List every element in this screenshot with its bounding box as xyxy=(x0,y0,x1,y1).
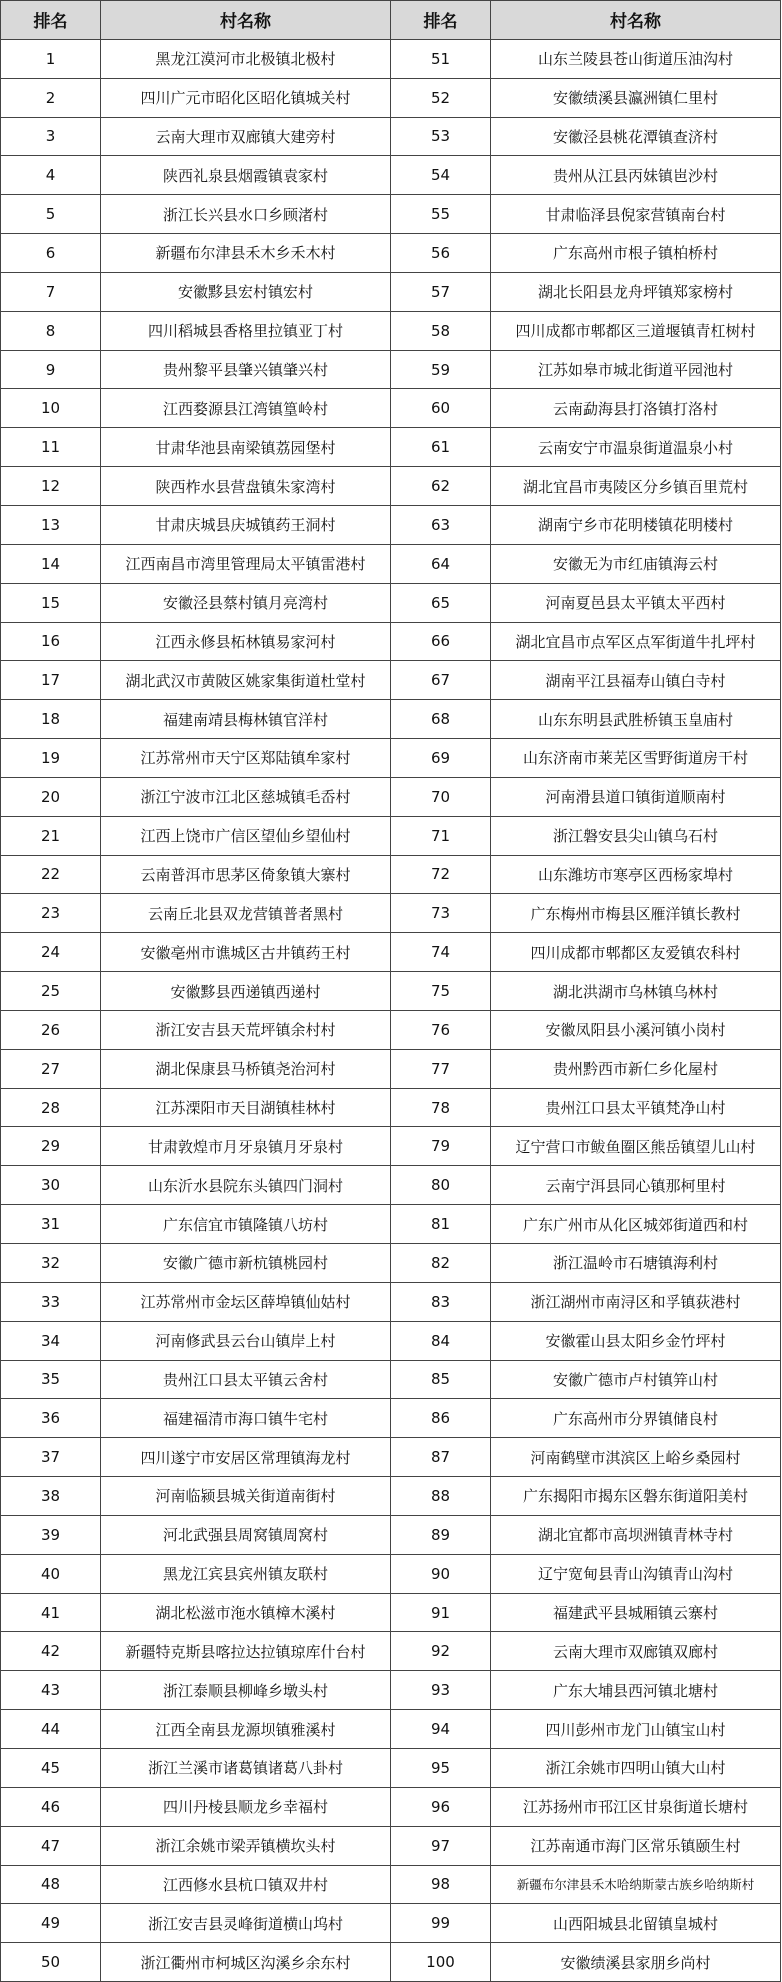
table-row xyxy=(1,1477,781,1516)
village-name-cell-left: 四川遂宁市安居区常理镇海龙村 xyxy=(101,1438,391,1477)
village-name-cell-left: 江苏常州市天宁区郑陆镇牟家村 xyxy=(101,739,391,778)
table-row xyxy=(1,1088,781,1127)
rank-cell-left: 7 xyxy=(1,272,101,311)
rank-cell-right: 61 xyxy=(391,428,491,467)
village-name-cell-left: 新疆布尔津县禾木乡禾木村 xyxy=(101,234,391,273)
village-name-cell-right: 广东广州市从化区城郊街道西和村 xyxy=(491,1205,781,1244)
village-name-cell-right: 云南安宁市温泉街道温泉小村 xyxy=(491,428,781,467)
name-header-left: 村名称 xyxy=(101,1,391,40)
village-name-cell-right: 湖北洪湖市乌林镇乌林村 xyxy=(491,972,781,1011)
rank-cell-right: 67 xyxy=(391,661,491,700)
table-row xyxy=(1,1360,781,1399)
village-name-cell-right: 安徽绩溪县瀛洲镇仁里村 xyxy=(491,78,781,117)
village-name-cell-right: 安徽霍山县太阳乡金竹坪村 xyxy=(491,1321,781,1360)
village-name-cell-left: 福建福清市海口镇牛宅村 xyxy=(101,1399,391,1438)
village-name-cell-left: 江苏溧阳市天目湖镇桂林村 xyxy=(101,1088,391,1127)
village-name-cell-right: 广东大埔县西河镇北塘村 xyxy=(491,1671,781,1710)
rank-cell-right: 94 xyxy=(391,1710,491,1749)
rank-cell-left: 1 xyxy=(1,39,101,78)
table-row xyxy=(1,1282,781,1321)
village-name-cell-left: 云南丘北县双龙营镇普者黑村 xyxy=(101,894,391,933)
village-name-cell-left: 浙江长兴县水口乡顾渚村 xyxy=(101,195,391,234)
village-name-cell-right: 福建武平县城厢镇云寨村 xyxy=(491,1593,781,1632)
rank-cell-left: 25 xyxy=(1,972,101,1011)
village-name-cell-left: 安徽黟县西递镇西递村 xyxy=(101,972,391,1011)
rank-cell-right: 90 xyxy=(391,1554,491,1593)
rank-cell-right: 88 xyxy=(391,1477,491,1516)
table-row xyxy=(1,1593,781,1632)
rank-cell-right: 81 xyxy=(391,1205,491,1244)
rank-cell-left: 8 xyxy=(1,311,101,350)
village-name-cell-left: 湖北保康县马桥镇尧治河村 xyxy=(101,1049,391,1088)
village-name-cell-right: 甘肃临泽县倪家营镇南台村 xyxy=(491,195,781,234)
village-name-cell-left: 浙江衢州市柯城区沟溪乡余东村 xyxy=(101,1943,391,1982)
village-name-cell-left: 江苏常州市金坛区薛埠镇仙姑村 xyxy=(101,1282,391,1321)
village-name-cell-left: 江西上饶市广信区望仙乡望仙村 xyxy=(101,816,391,855)
rank-cell-left: 32 xyxy=(1,1244,101,1283)
rank-cell-right: 66 xyxy=(391,622,491,661)
village-name-cell-right: 云南勐海县打洛镇打洛村 xyxy=(491,389,781,428)
village-name-cell-left: 甘肃敦煌市月牙泉镇月牙泉村 xyxy=(101,1127,391,1166)
rank-cell-right: 99 xyxy=(391,1904,491,1943)
rank-cell-right: 62 xyxy=(391,467,491,506)
table-row xyxy=(1,1244,781,1283)
rank-cell-left: 20 xyxy=(1,777,101,816)
village-name-cell-right: 河南鹤壁市淇滨区上峪乡桑园村 xyxy=(491,1438,781,1477)
rank-cell-right: 84 xyxy=(391,1321,491,1360)
village-name-cell-left: 浙江安吉县天荒坪镇余村村 xyxy=(101,1010,391,1049)
table-row xyxy=(1,661,781,700)
rank-cell-left: 4 xyxy=(1,156,101,195)
table-row xyxy=(1,972,781,1011)
village-name-cell-left: 陕西柞水县营盘镇朱家湾村 xyxy=(101,467,391,506)
village-name-cell-left: 安徽广德市新杭镇桃园村 xyxy=(101,1244,391,1283)
table-row xyxy=(1,195,781,234)
rank-cell-right: 73 xyxy=(391,894,491,933)
rank-cell-left: 17 xyxy=(1,661,101,700)
rank-cell-left: 14 xyxy=(1,544,101,583)
table-row xyxy=(1,156,781,195)
village-name-cell-right: 河南夏邑县太平镇太平西村 xyxy=(491,583,781,622)
village-name-cell-right: 四川彭州市龙门山镇宝山村 xyxy=(491,1710,781,1749)
village-name-cell-left: 四川广元市昭化区昭化镇城关村 xyxy=(101,78,391,117)
village-name-cell-left: 山东沂水县院东头镇四门洞村 xyxy=(101,1166,391,1205)
rank-cell-left: 49 xyxy=(1,1904,101,1943)
village-name-cell-left: 江西南昌市湾里管理局太平镇雷港村 xyxy=(101,544,391,583)
rank-cell-right: 77 xyxy=(391,1049,491,1088)
table-body xyxy=(1,39,781,1981)
rank-cell-right: 85 xyxy=(391,1360,491,1399)
village-name-cell-right: 湖北宜都市高坝洲镇青林寺村 xyxy=(491,1515,781,1554)
table-row xyxy=(1,1399,781,1438)
table-row xyxy=(1,1826,781,1865)
table-row xyxy=(1,544,781,583)
table-row xyxy=(1,428,781,467)
rank-cell-left: 43 xyxy=(1,1671,101,1710)
rank-cell-right: 56 xyxy=(391,234,491,273)
rank-cell-right: 78 xyxy=(391,1088,491,1127)
village-name-cell-left: 河北武强县周窝镇周窝村 xyxy=(101,1515,391,1554)
rank-cell-left: 44 xyxy=(1,1710,101,1749)
rank-cell-right: 100 xyxy=(391,1943,491,1982)
rank-cell-right: 76 xyxy=(391,1010,491,1049)
rank-cell-left: 16 xyxy=(1,622,101,661)
table-row xyxy=(1,39,781,78)
rank-cell-right: 98 xyxy=(391,1865,491,1904)
rank-cell-right: 70 xyxy=(391,777,491,816)
village-name-cell-left: 安徽黟县宏村镇宏村 xyxy=(101,272,391,311)
village-name-cell-right: 新疆布尔津县禾木哈纳斯蒙古族乡哈纳斯村 xyxy=(491,1865,781,1904)
village-name-cell-right: 安徽绩溪县家朋乡尚村 xyxy=(491,1943,781,1982)
table-row xyxy=(1,583,781,622)
rank-cell-left: 38 xyxy=(1,1477,101,1516)
rank-cell-right: 52 xyxy=(391,78,491,117)
village-name-cell-left: 江西全南县龙源坝镇雅溪村 xyxy=(101,1710,391,1749)
table-row xyxy=(1,467,781,506)
rank-cell-left: 29 xyxy=(1,1127,101,1166)
table-row xyxy=(1,1943,781,1982)
rank-cell-left: 27 xyxy=(1,1049,101,1088)
village-name-cell-right: 广东高州市分界镇储良村 xyxy=(491,1399,781,1438)
village-name-cell-right: 山东潍坊市寒亭区西杨家埠村 xyxy=(491,855,781,894)
table-row xyxy=(1,1904,781,1943)
village-name-cell-left: 河南临颍县城关街道南街村 xyxy=(101,1477,391,1516)
table-row xyxy=(1,933,781,972)
rank-cell-left: 24 xyxy=(1,933,101,972)
rank-cell-left: 6 xyxy=(1,234,101,273)
rank-cell-left: 13 xyxy=(1,505,101,544)
rank-cell-left: 22 xyxy=(1,855,101,894)
rank-cell-right: 60 xyxy=(391,389,491,428)
table-row xyxy=(1,1865,781,1904)
rank-cell-left: 33 xyxy=(1,1282,101,1321)
rank-cell-left: 46 xyxy=(1,1787,101,1826)
village-name-cell-right: 浙江温岭市石塘镇海利村 xyxy=(491,1244,781,1283)
village-name-cell-right: 广东梅州市梅县区雁洋镇长教村 xyxy=(491,894,781,933)
village-name-cell-right: 山东济南市莱芜区雪野街道房干村 xyxy=(491,739,781,778)
table-row xyxy=(1,1710,781,1749)
table-row xyxy=(1,700,781,739)
rank-cell-left: 31 xyxy=(1,1205,101,1244)
rank-cell-left: 40 xyxy=(1,1554,101,1593)
rank-cell-right: 74 xyxy=(391,933,491,972)
table-row xyxy=(1,1787,781,1826)
village-name-cell-left: 贵州江口县太平镇云舍村 xyxy=(101,1360,391,1399)
rank-cell-left: 11 xyxy=(1,428,101,467)
village-name-cell-right: 贵州从江县丙妹镇岜沙村 xyxy=(491,156,781,195)
rank-cell-right: 75 xyxy=(391,972,491,1011)
table-header-row xyxy=(1,1,781,40)
table-row xyxy=(1,739,781,778)
rank-cell-right: 89 xyxy=(391,1515,491,1554)
village-name-cell-right: 湖南平江县福寿山镇白寺村 xyxy=(491,661,781,700)
rank-cell-right: 69 xyxy=(391,739,491,778)
table-row xyxy=(1,1127,781,1166)
village-name-cell-right: 湖南宁乡市花明楼镇花明楼村 xyxy=(491,505,781,544)
village-name-cell-left: 甘肃庆城县庆城镇药王洞村 xyxy=(101,505,391,544)
table-row xyxy=(1,311,781,350)
village-name-cell-right: 四川成都市郫都区友爱镇农科村 xyxy=(491,933,781,972)
table-row xyxy=(1,777,781,816)
rank-cell-right: 53 xyxy=(391,117,491,156)
village-name-cell-left: 浙江宁波市江北区慈城镇毛岙村 xyxy=(101,777,391,816)
village-name-cell-left: 广东信宜市镇隆镇八坊村 xyxy=(101,1205,391,1244)
village-name-cell-right: 安徽凤阳县小溪河镇小岗村 xyxy=(491,1010,781,1049)
village-name-cell-right: 浙江磐安县尖山镇乌石村 xyxy=(491,816,781,855)
village-name-cell-right: 山东兰陵县苍山街道压油沟村 xyxy=(491,39,781,78)
table-row xyxy=(1,272,781,311)
village-name-cell-right: 贵州黔西市新仁乡化屋村 xyxy=(491,1049,781,1088)
rank-cell-left: 18 xyxy=(1,700,101,739)
village-name-cell-left: 浙江兰溪市诸葛镇诸葛八卦村 xyxy=(101,1748,391,1787)
rank-cell-left: 35 xyxy=(1,1360,101,1399)
village-name-cell-right: 安徽无为市红庙镇海云村 xyxy=(491,544,781,583)
village-name-cell-right: 山东东明县武胜桥镇玉皇庙村 xyxy=(491,700,781,739)
rank-cell-right: 80 xyxy=(391,1166,491,1205)
village-name-cell-left: 安徽亳州市谯城区古井镇药王村 xyxy=(101,933,391,972)
village-name-cell-left: 四川丹棱县顺龙乡幸福村 xyxy=(101,1787,391,1826)
rank-cell-right: 57 xyxy=(391,272,491,311)
rank-cell-right: 54 xyxy=(391,156,491,195)
rank-cell-right: 58 xyxy=(391,311,491,350)
village-name-cell-right: 湖北长阳县龙舟坪镇郑家榜村 xyxy=(491,272,781,311)
rank-cell-left: 39 xyxy=(1,1515,101,1554)
rank-header-right: 排名 xyxy=(391,1,491,40)
village-name-cell-right: 云南宁洱县同心镇那柯里村 xyxy=(491,1166,781,1205)
village-name-cell-left: 浙江泰顺县柳峰乡墩头村 xyxy=(101,1671,391,1710)
village-name-cell-left: 黑龙江漠河市北极镇北极村 xyxy=(101,39,391,78)
rank-cell-left: 30 xyxy=(1,1166,101,1205)
rank-cell-left: 19 xyxy=(1,739,101,778)
rank-cell-left: 15 xyxy=(1,583,101,622)
table-row xyxy=(1,389,781,428)
village-name-cell-left: 江西婺源县江湾镇篁岭村 xyxy=(101,389,391,428)
village-name-cell-right: 广东揭阳市揭东区磐东街道阳美村 xyxy=(491,1477,781,1516)
rank-cell-right: 55 xyxy=(391,195,491,234)
table-row xyxy=(1,894,781,933)
rank-cell-right: 95 xyxy=(391,1748,491,1787)
table-row xyxy=(1,1748,781,1787)
table-row xyxy=(1,350,781,389)
rank-cell-left: 23 xyxy=(1,894,101,933)
village-name-cell-left: 江西修水县杭口镇双井村 xyxy=(101,1865,391,1904)
rank-cell-right: 64 xyxy=(391,544,491,583)
village-name-cell-right: 广东高州市根子镇柏桥村 xyxy=(491,234,781,273)
rank-cell-left: 3 xyxy=(1,117,101,156)
table-row xyxy=(1,1049,781,1088)
rank-cell-left: 34 xyxy=(1,1321,101,1360)
rank-cell-right: 83 xyxy=(391,1282,491,1321)
table-row xyxy=(1,1205,781,1244)
village-name-cell-left: 浙江安吉县灵峰街道横山坞村 xyxy=(101,1904,391,1943)
table-row xyxy=(1,117,781,156)
rank-cell-left: 48 xyxy=(1,1865,101,1904)
village-name-cell-left: 陕西礼泉县烟霞镇袁家村 xyxy=(101,156,391,195)
table-row xyxy=(1,78,781,117)
rank-cell-right: 63 xyxy=(391,505,491,544)
table-row xyxy=(1,1438,781,1477)
village-name-cell-right: 湖北宜昌市点军区点军街道牛扎坪村 xyxy=(491,622,781,661)
rank-cell-left: 10 xyxy=(1,389,101,428)
table-row xyxy=(1,1554,781,1593)
village-name-cell-right: 安徽广德市卢村镇笄山村 xyxy=(491,1360,781,1399)
village-name-cell-right: 河南滑县道口镇街道顺南村 xyxy=(491,777,781,816)
village-name-cell-left: 四川稻城县香格里拉镇亚丁村 xyxy=(101,311,391,350)
rank-cell-left: 50 xyxy=(1,1943,101,1982)
table-row xyxy=(1,505,781,544)
village-name-cell-right: 浙江余姚市四明山镇大山村 xyxy=(491,1748,781,1787)
name-header-right: 村名称 xyxy=(491,1,781,40)
rank-cell-left: 5 xyxy=(1,195,101,234)
rank-cell-left: 36 xyxy=(1,1399,101,1438)
rank-cell-right: 97 xyxy=(391,1826,491,1865)
village-name-cell-right: 湖北宜昌市夷陵区分乡镇百里荒村 xyxy=(491,467,781,506)
village-name-cell-left: 黑龙江宾县宾州镇友联村 xyxy=(101,1554,391,1593)
rank-header-left: 排名 xyxy=(1,1,101,40)
rank-cell-left: 37 xyxy=(1,1438,101,1477)
rank-cell-right: 71 xyxy=(391,816,491,855)
village-name-cell-right: 山西阳城县北留镇皇城村 xyxy=(491,1904,781,1943)
village-name-cell-right: 江苏如皋市城北街道平园池村 xyxy=(491,350,781,389)
village-name-cell-right: 浙江湖州市南浔区和孚镇荻港村 xyxy=(491,1282,781,1321)
village-name-cell-left: 贵州黎平县肇兴镇肇兴村 xyxy=(101,350,391,389)
rank-cell-right: 72 xyxy=(391,855,491,894)
rank-cell-left: 42 xyxy=(1,1632,101,1671)
village-name-cell-left: 云南大理市双廊镇大建旁村 xyxy=(101,117,391,156)
rank-cell-right: 51 xyxy=(391,39,491,78)
rank-cell-left: 41 xyxy=(1,1593,101,1632)
village-name-cell-left: 湖北武汉市黄陂区姚家集街道杜堂村 xyxy=(101,661,391,700)
rank-cell-left: 45 xyxy=(1,1748,101,1787)
rank-cell-left: 26 xyxy=(1,1010,101,1049)
table-row xyxy=(1,855,781,894)
rank-cell-left: 47 xyxy=(1,1826,101,1865)
village-name-cell-left: 浙江余姚市梁弄镇横坎头村 xyxy=(101,1826,391,1865)
village-name-cell-right: 江苏南通市海门区常乐镇颐生村 xyxy=(491,1826,781,1865)
village-name-cell-right: 江苏扬州市邗江区甘泉街道长塘村 xyxy=(491,1787,781,1826)
table-row xyxy=(1,1515,781,1554)
table-row xyxy=(1,1632,781,1671)
rank-cell-right: 91 xyxy=(391,1593,491,1632)
rank-cell-right: 59 xyxy=(391,350,491,389)
village-name-cell-right: 云南大理市双廊镇双廊村 xyxy=(491,1632,781,1671)
village-name-cell-left: 湖北松滋市沲水镇樟木溪村 xyxy=(101,1593,391,1632)
rank-cell-left: 9 xyxy=(1,350,101,389)
rank-cell-right: 82 xyxy=(391,1244,491,1283)
village-name-cell-right: 辽宁宽甸县青山沟镇青山沟村 xyxy=(491,1554,781,1593)
rank-cell-left: 28 xyxy=(1,1088,101,1127)
rank-cell-left: 2 xyxy=(1,78,101,117)
table-row xyxy=(1,1671,781,1710)
rank-cell-right: 93 xyxy=(391,1671,491,1710)
rank-cell-right: 68 xyxy=(391,700,491,739)
table-row xyxy=(1,234,781,273)
table-row xyxy=(1,1010,781,1049)
rank-cell-right: 87 xyxy=(391,1438,491,1477)
village-name-cell-left: 云南普洱市思茅区倚象镇大寨村 xyxy=(101,855,391,894)
table-row xyxy=(1,1321,781,1360)
village-name-cell-left: 河南修武县云台山镇岸上村 xyxy=(101,1321,391,1360)
village-name-cell-left: 新疆特克斯县喀拉达拉镇琼库什台村 xyxy=(101,1632,391,1671)
village-name-cell-left: 福建南靖县梅林镇官洋村 xyxy=(101,700,391,739)
village-name-cell-right: 四川成都市郫都区三道堰镇青杠树村 xyxy=(491,311,781,350)
village-name-cell-right: 辽宁营口市鲅鱼圈区熊岳镇望儿山村 xyxy=(491,1127,781,1166)
rank-cell-right: 86 xyxy=(391,1399,491,1438)
village-name-cell-right: 贵州江口县太平镇梵净山村 xyxy=(491,1088,781,1127)
village-name-cell-left: 安徽泾县蔡村镇月亮湾村 xyxy=(101,583,391,622)
rank-cell-right: 96 xyxy=(391,1787,491,1826)
rank-cell-right: 79 xyxy=(391,1127,491,1166)
rank-cell-right: 65 xyxy=(391,583,491,622)
rank-cell-right: 92 xyxy=(391,1632,491,1671)
village-name-cell-left: 江西永修县柘林镇易家河村 xyxy=(101,622,391,661)
rank-cell-left: 12 xyxy=(1,467,101,506)
table-row xyxy=(1,1166,781,1205)
table-row xyxy=(1,622,781,661)
rank-cell-left: 21 xyxy=(1,816,101,855)
table-row xyxy=(1,816,781,855)
village-name-cell-right: 安徽泾县桃花潭镇查济村 xyxy=(491,117,781,156)
village-name-cell-left: 甘肃华池县南梁镇荔园堡村 xyxy=(101,428,391,467)
